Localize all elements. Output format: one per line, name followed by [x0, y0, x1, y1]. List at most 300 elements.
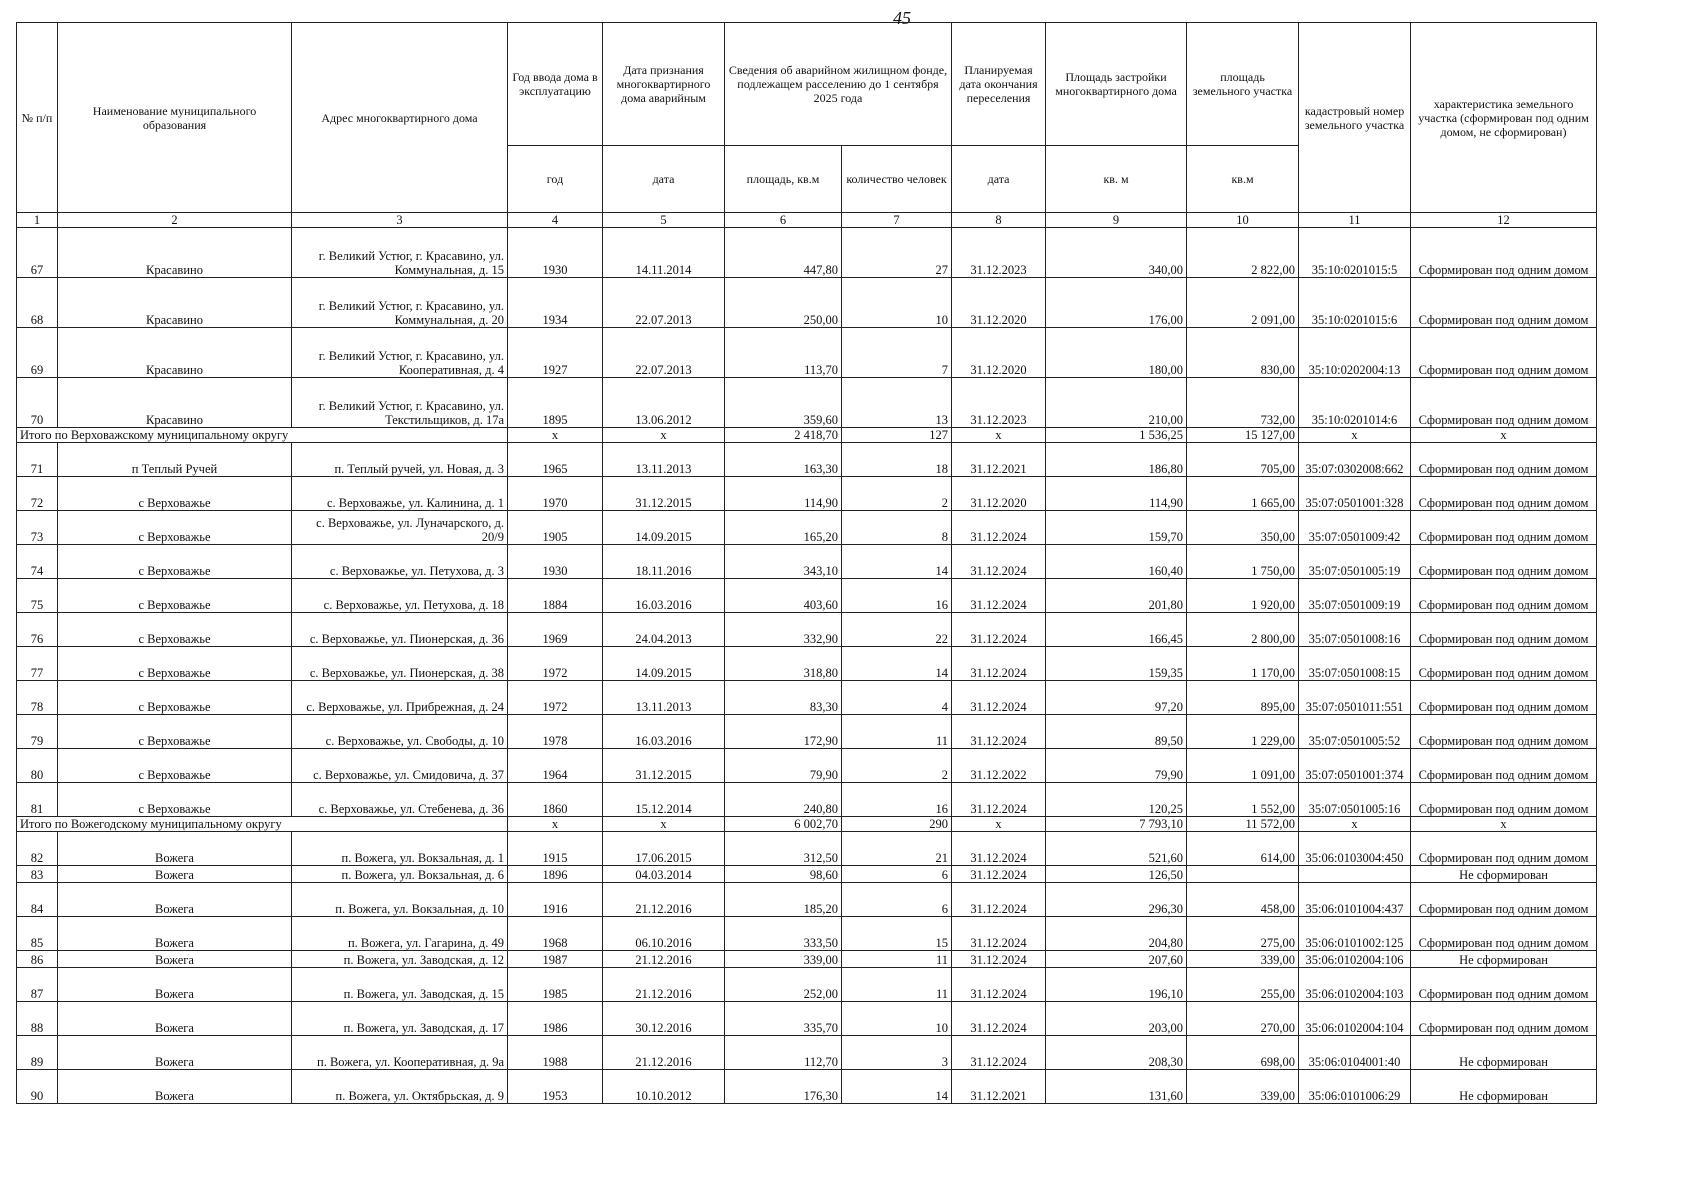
- cell-land-characteristic: Сформирован под одним домом: [1411, 681, 1597, 715]
- cell-people: 21: [842, 832, 952, 866]
- cell-land-characteristic: Сформирован под одним домом: [1411, 613, 1597, 647]
- subtotal-row: [17, 817, 1597, 832]
- cell-area: 240,80: [725, 783, 842, 817]
- cell-emergency-date: 16.03.2016: [603, 579, 725, 613]
- cell-planned-date: 31.12.2024: [952, 511, 1046, 545]
- cell-cadastral: 35:07:0501005:19: [1299, 545, 1411, 579]
- cell-year: 1927: [508, 328, 603, 378]
- column-number: 8: [952, 213, 1046, 228]
- table-row: [17, 783, 1597, 817]
- cell-land-characteristic: Сформирован под одним домом: [1411, 832, 1597, 866]
- cell-people: 6: [842, 866, 952, 883]
- cell-year: 1860: [508, 783, 603, 817]
- cell-municipality: Вожега: [58, 951, 292, 968]
- subheader-area: площадь, кв.м: [725, 146, 842, 213]
- header-planned-date: Планируемая дата окончания переселения: [952, 23, 1046, 146]
- subheader-people: количество человек: [842, 146, 952, 213]
- cell-number: 71: [17, 443, 58, 477]
- cell-year: 1972: [508, 681, 603, 715]
- cell-number: 80: [17, 749, 58, 783]
- cell-address: г. Великий Устюг, г. Красавино, ул. Кооперативная, д. 4: [292, 328, 508, 378]
- cell-municipality: с Верховажье: [58, 681, 292, 715]
- cell-address: г. Великий Устюг, г. Красавино, ул. Коммунальная, д. 20: [292, 278, 508, 328]
- cell-land-area: 1 091,00: [1187, 749, 1299, 783]
- cell-building-area: 204,80: [1046, 917, 1187, 951]
- cell-year: 1972: [508, 647, 603, 681]
- cell-number: 77: [17, 647, 58, 681]
- cell-land-area: 895,00: [1187, 681, 1299, 715]
- cell-people: 7: [842, 328, 952, 378]
- cell-address: п. Вожега, ул. Вокзальная, д. 1: [292, 832, 508, 866]
- cell-address: п. Вожега, ул. Заводская, д. 12: [292, 951, 508, 968]
- cell-municipality: с Верховажье: [58, 477, 292, 511]
- cell-cadastral: 35:07:0501005:52: [1299, 715, 1411, 749]
- cell-land-area: 2 822,00: [1187, 228, 1299, 278]
- cell-year: 1884: [508, 579, 603, 613]
- cell-emergency-date: 13.06.2012: [603, 378, 725, 428]
- cell-area: 332,90: [725, 613, 842, 647]
- cell-cadastral: 35:07:0501001:374: [1299, 749, 1411, 783]
- cell-cadastral: 35:06:0104001:40: [1299, 1036, 1411, 1070]
- cell-planned-date: 31.12.2024: [952, 579, 1046, 613]
- cell-building-area: 196,10: [1046, 968, 1187, 1002]
- header-land-area: площадь земельного участка: [1187, 23, 1299, 146]
- subtotal-people: 127: [842, 428, 952, 443]
- cell-cadastral: 35:07:0501008:16: [1299, 613, 1411, 647]
- subheader-planned: дата: [952, 146, 1046, 213]
- cell-emergency-date: 21.12.2016: [603, 951, 725, 968]
- header-address: Адрес многоквартирного дома: [292, 23, 508, 213]
- cell-people: 11: [842, 968, 952, 1002]
- cell-cadastral: 35:06:0102004:106: [1299, 951, 1411, 968]
- cell-people: 13: [842, 378, 952, 428]
- cell-planned-date: 31.12.2024: [952, 1002, 1046, 1036]
- header-emergency-date: Дата признания многоквартирного дома аварийным: [603, 23, 725, 146]
- cell-land-area: 1 170,00: [1187, 647, 1299, 681]
- cell-cadastral: 35:07:0501001:328: [1299, 477, 1411, 511]
- cell-municipality: с Верховажье: [58, 715, 292, 749]
- cell-building-area: 160,40: [1046, 545, 1187, 579]
- cell-number: 74: [17, 545, 58, 579]
- cell-planned-date: 31.12.2022: [952, 749, 1046, 783]
- table-row: [17, 968, 1597, 1002]
- cell-people: 4: [842, 681, 952, 715]
- header-emergency-fund: Сведения об аварийном жилищном фонде, подлежащем расселению до 1 сентября 2025 года: [725, 23, 952, 146]
- table-row: [17, 378, 1597, 428]
- subheader-building-sqm: кв. м: [1046, 146, 1187, 213]
- column-number: 6: [725, 213, 842, 228]
- cell-address: п. Вожега, ул. Вокзальная, д. 6: [292, 866, 508, 883]
- cell-planned-date: 31.12.2024: [952, 647, 1046, 681]
- cell-area: 250,00: [725, 278, 842, 328]
- cell-number: 84: [17, 883, 58, 917]
- subtotal-cadastral: x: [1299, 428, 1411, 443]
- subtotal-row: [17, 428, 1597, 443]
- cell-municipality: Красавино: [58, 228, 292, 278]
- cell-people: 10: [842, 278, 952, 328]
- cell-emergency-date: 15.12.2014: [603, 783, 725, 817]
- cell-cadastral: 35:06:0103004:450: [1299, 832, 1411, 866]
- cell-emergency-date: 10.10.2012: [603, 1070, 725, 1104]
- header-land-characteristic: характеристика земельного участка (сформирован под одним домом, не сформирован): [1411, 23, 1597, 213]
- cell-address: п. Вожега, ул. Гагарина, д. 49: [292, 917, 508, 951]
- cell-land-characteristic: Сформирован под одним домом: [1411, 511, 1597, 545]
- cell-building-area: 89,50: [1046, 715, 1187, 749]
- cell-people: 3: [842, 1036, 952, 1070]
- subtotal-building-area: 7 793,10: [1046, 817, 1187, 832]
- cell-building-area: 176,00: [1046, 278, 1187, 328]
- cell-planned-date: 31.12.2020: [952, 477, 1046, 511]
- cell-area: 172,90: [725, 715, 842, 749]
- subtotal-label: Итого по Вожегодскому муниципальному округу: [17, 817, 508, 832]
- cell-cadastral: 35:06:0101004:437: [1299, 883, 1411, 917]
- header-municipality: Наименование муниципального образования: [58, 23, 292, 213]
- cell-municipality: Вожега: [58, 917, 292, 951]
- cell-municipality: с Верховажье: [58, 749, 292, 783]
- cell-year: 1985: [508, 968, 603, 1002]
- cell-address: с. Верховажье, ул. Смидовича, д. 37: [292, 749, 508, 783]
- cell-area: 83,30: [725, 681, 842, 715]
- cell-number: 78: [17, 681, 58, 715]
- cell-number: 68: [17, 278, 58, 328]
- table-row: [17, 1002, 1597, 1036]
- column-number: 4: [508, 213, 603, 228]
- column-number: 11: [1299, 213, 1411, 228]
- cell-emergency-date: 04.03.2014: [603, 866, 725, 883]
- cell-number: 73: [17, 511, 58, 545]
- table-header: [17, 23, 1597, 228]
- cell-building-area: 201,80: [1046, 579, 1187, 613]
- cell-year: 1969: [508, 613, 603, 647]
- cell-planned-date: 31.12.2023: [952, 228, 1046, 278]
- cell-municipality: п Теплый Ручей: [58, 443, 292, 477]
- cell-land-area: 1 920,00: [1187, 579, 1299, 613]
- cell-address: г. Великий Устюг, г. Красавино, ул. Текстильщиков, д. 17а: [292, 378, 508, 428]
- table-row: [17, 579, 1597, 613]
- cell-land-characteristic: Сформирован под одним домом: [1411, 545, 1597, 579]
- cell-land-area: 1 665,00: [1187, 477, 1299, 511]
- cell-address: с. Верховажье, ул. Петухова, д. 18: [292, 579, 508, 613]
- table-row: [17, 545, 1597, 579]
- cell-cadastral: 35:07:0501005:16: [1299, 783, 1411, 817]
- column-number: 3: [292, 213, 508, 228]
- cell-year: 1965: [508, 443, 603, 477]
- cell-address: с. Верховажье, ул. Луначарского, д. 20/9: [292, 511, 508, 545]
- column-number-row: [17, 213, 1597, 228]
- cell-number: 82: [17, 832, 58, 866]
- cell-cadastral: 35:06:0101002:125: [1299, 917, 1411, 951]
- subtotal-year: x: [508, 817, 603, 832]
- cell-emergency-date: 18.11.2016: [603, 545, 725, 579]
- cell-land-characteristic: Сформирован под одним домом: [1411, 328, 1597, 378]
- cell-cadastral: 35:10:0202004:13: [1299, 328, 1411, 378]
- cell-land-area: 698,00: [1187, 1036, 1299, 1070]
- cell-land-characteristic: Сформирован под одним домом: [1411, 378, 1597, 428]
- cell-year: 1964: [508, 749, 603, 783]
- cell-emergency-date: 31.12.2015: [603, 477, 725, 511]
- cell-land-area: 830,00: [1187, 328, 1299, 378]
- subheader-date: дата: [603, 146, 725, 213]
- subtotal-label: Итого по Верховажскому муниципальному округу: [17, 428, 508, 443]
- cell-people: 16: [842, 579, 952, 613]
- cell-area: 114,90: [725, 477, 842, 511]
- cell-people: 18: [842, 443, 952, 477]
- cell-cadastral: 35:07:0501009:19: [1299, 579, 1411, 613]
- table-row: [17, 613, 1597, 647]
- cell-emergency-date: 14.09.2015: [603, 647, 725, 681]
- cell-building-area: 120,25: [1046, 783, 1187, 817]
- subheader-land-sqm: кв.м: [1187, 146, 1299, 213]
- table-row: [17, 477, 1597, 511]
- cell-land-area: 350,00: [1187, 511, 1299, 545]
- cell-number: 67: [17, 228, 58, 278]
- cell-building-area: 521,60: [1046, 832, 1187, 866]
- cell-land-characteristic: Сформирован под одним домом: [1411, 228, 1597, 278]
- cell-municipality: Вожега: [58, 968, 292, 1002]
- cell-year: 1968: [508, 917, 603, 951]
- cell-planned-date: 31.12.2020: [952, 328, 1046, 378]
- column-number: 9: [1046, 213, 1187, 228]
- cell-planned-date: 31.12.2024: [952, 866, 1046, 883]
- cell-area: 163,30: [725, 443, 842, 477]
- cell-area: 165,20: [725, 511, 842, 545]
- cell-people: 6: [842, 883, 952, 917]
- cell-address: п. Вожега, ул. Кооперативная, д. 9а: [292, 1036, 508, 1070]
- cell-land-characteristic: Сформирован под одним домом: [1411, 477, 1597, 511]
- emergency-housing-table: [16, 22, 1597, 1104]
- cell-municipality: с Верховажье: [58, 783, 292, 817]
- subtotal-land-area: 11 572,00: [1187, 817, 1299, 832]
- column-number: 5: [603, 213, 725, 228]
- cell-emergency-date: 24.04.2013: [603, 613, 725, 647]
- cell-area: 318,80: [725, 647, 842, 681]
- cell-land-area: 614,00: [1187, 832, 1299, 866]
- table-row: [17, 328, 1597, 378]
- column-number: 10: [1187, 213, 1299, 228]
- cell-emergency-date: 13.11.2013: [603, 443, 725, 477]
- cell-cadastral: 35:07:0302008:662: [1299, 443, 1411, 477]
- cell-people: 27: [842, 228, 952, 278]
- header-commission-year: Год ввода дома в эксплуатацию: [508, 23, 603, 146]
- cell-address: п. Теплый ручей, ул. Новая, д. 3: [292, 443, 508, 477]
- subtotal-people: 290: [842, 817, 952, 832]
- cell-number: 79: [17, 715, 58, 749]
- cell-land-area: 1 750,00: [1187, 545, 1299, 579]
- subtotal-year: x: [508, 428, 603, 443]
- cell-people: 14: [842, 545, 952, 579]
- cell-emergency-date: 14.09.2015: [603, 511, 725, 545]
- cell-cadastral: 35:10:0201015:5: [1299, 228, 1411, 278]
- cell-people: 14: [842, 1070, 952, 1104]
- cell-land-area: 275,00: [1187, 917, 1299, 951]
- cell-year: 1915: [508, 832, 603, 866]
- cell-address: с. Верховажье, ул. Пионерская, д. 36: [292, 613, 508, 647]
- cell-land-characteristic: Сформирован под одним домом: [1411, 443, 1597, 477]
- subtotal-planned: x: [952, 817, 1046, 832]
- cell-land-area: 1 552,00: [1187, 783, 1299, 817]
- cell-area: 333,50: [725, 917, 842, 951]
- table-body: [17, 228, 1597, 1104]
- column-number: 1: [17, 213, 58, 228]
- table-row: [17, 917, 1597, 951]
- cell-cadastral: 35:07:0501011:551: [1299, 681, 1411, 715]
- cell-area: 79,90: [725, 749, 842, 783]
- column-number: 7: [842, 213, 952, 228]
- cell-cadastral: 35:07:0501009:42: [1299, 511, 1411, 545]
- cell-planned-date: 31.12.2024: [952, 545, 1046, 579]
- cell-cadastral: [1299, 866, 1411, 883]
- table-row: [17, 647, 1597, 681]
- subtotal-characteristic: x: [1411, 428, 1597, 443]
- cell-land-characteristic: Сформирован под одним домом: [1411, 278, 1597, 328]
- cell-land-area: 705,00: [1187, 443, 1299, 477]
- cell-address: с. Верховажье, ул. Калинина, д. 1: [292, 477, 508, 511]
- cell-planned-date: 31.12.2024: [952, 715, 1046, 749]
- cell-land-characteristic: Сформирован под одним домом: [1411, 749, 1597, 783]
- cell-people: 14: [842, 647, 952, 681]
- cell-land-characteristic: Сформирован под одним домом: [1411, 883, 1597, 917]
- cell-emergency-date: 21.12.2016: [603, 968, 725, 1002]
- table-row: [17, 228, 1597, 278]
- table-row: [17, 278, 1597, 328]
- cell-land-characteristic: Сформирован под одним домом: [1411, 1002, 1597, 1036]
- cell-year: 1987: [508, 951, 603, 968]
- cell-building-area: 210,00: [1046, 378, 1187, 428]
- subtotal-date: x: [603, 428, 725, 443]
- subtotal-area: 6 002,70: [725, 817, 842, 832]
- header-building-area: Площадь застройки многоквартирного дома: [1046, 23, 1187, 146]
- cell-address: п. Вожега, ул. Октябрьская, д. 9: [292, 1070, 508, 1104]
- cell-land-area: 1 229,00: [1187, 715, 1299, 749]
- cell-planned-date: 31.12.2024: [952, 832, 1046, 866]
- cell-building-area: 186,80: [1046, 443, 1187, 477]
- cell-building-area: 208,30: [1046, 1036, 1187, 1070]
- cell-emergency-date: 06.10.2016: [603, 917, 725, 951]
- cell-number: 85: [17, 917, 58, 951]
- cell-land-characteristic: Не сформирован: [1411, 951, 1597, 968]
- subtotal-planned: x: [952, 428, 1046, 443]
- cell-building-area: 207,60: [1046, 951, 1187, 968]
- page-number: 45: [893, 8, 911, 28]
- cell-municipality: с Верховажье: [58, 545, 292, 579]
- cell-number: 83: [17, 866, 58, 883]
- cell-year: 1930: [508, 545, 603, 579]
- cell-emergency-date: 16.03.2016: [603, 715, 725, 749]
- table-row: [17, 715, 1597, 749]
- cell-year: 1905: [508, 511, 603, 545]
- cell-municipality: с Верховажье: [58, 579, 292, 613]
- cell-people: 8: [842, 511, 952, 545]
- cell-cadastral: 35:10:0201014:6: [1299, 378, 1411, 428]
- cell-planned-date: 31.12.2024: [952, 968, 1046, 1002]
- cell-area: 403,60: [725, 579, 842, 613]
- cell-building-area: 131,60: [1046, 1070, 1187, 1104]
- cell-land-characteristic: Не сформирован: [1411, 1036, 1597, 1070]
- cell-land-characteristic: Не сформирован: [1411, 866, 1597, 883]
- cell-emergency-date: 31.12.2015: [603, 749, 725, 783]
- table-row: [17, 1070, 1597, 1104]
- cell-number: 76: [17, 613, 58, 647]
- cell-number: 69: [17, 328, 58, 378]
- cell-municipality: Красавино: [58, 378, 292, 428]
- cell-municipality: с Верховажье: [58, 511, 292, 545]
- cell-planned-date: 31.12.2024: [952, 1036, 1046, 1070]
- cell-area: 335,70: [725, 1002, 842, 1036]
- subtotal-date: x: [603, 817, 725, 832]
- cell-emergency-date: 13.11.2013: [603, 681, 725, 715]
- cell-address: с. Верховажье, ул. Свободы, д. 10: [292, 715, 508, 749]
- cell-municipality: с Верховажье: [58, 647, 292, 681]
- cell-municipality: Вожега: [58, 1002, 292, 1036]
- cell-land-area: 255,00: [1187, 968, 1299, 1002]
- cell-municipality: Красавино: [58, 328, 292, 378]
- cell-municipality: Вожега: [58, 866, 292, 883]
- cell-building-area: 114,90: [1046, 477, 1187, 511]
- table-row: [17, 883, 1597, 917]
- table-row: [17, 866, 1597, 883]
- cell-cadastral: 35:06:0102004:104: [1299, 1002, 1411, 1036]
- table-row: [17, 832, 1597, 866]
- table-row: [17, 951, 1597, 968]
- cell-planned-date: 31.12.2021: [952, 443, 1046, 477]
- column-number: 2: [58, 213, 292, 228]
- table-row: [17, 681, 1597, 715]
- cell-people: 11: [842, 951, 952, 968]
- cell-year: 1970: [508, 477, 603, 511]
- cell-planned-date: 31.12.2024: [952, 681, 1046, 715]
- cell-people: 11: [842, 715, 952, 749]
- cell-area: 113,70: [725, 328, 842, 378]
- cell-cadastral: 35:07:0501008:15: [1299, 647, 1411, 681]
- cell-address: с. Верховажье, ул. Стебенева, д. 36: [292, 783, 508, 817]
- cell-people: 2: [842, 749, 952, 783]
- cell-land-area: 270,00: [1187, 1002, 1299, 1036]
- cell-year: 1988: [508, 1036, 603, 1070]
- cell-planned-date: 31.12.2024: [952, 951, 1046, 968]
- cell-land-characteristic: Сформирован под одним домом: [1411, 715, 1597, 749]
- cell-number: 86: [17, 951, 58, 968]
- cell-year: 1986: [508, 1002, 603, 1036]
- cell-emergency-date: 21.12.2016: [603, 883, 725, 917]
- subtotal-area: 2 418,70: [725, 428, 842, 443]
- cell-building-area: 159,70: [1046, 511, 1187, 545]
- cell-area: 312,50: [725, 832, 842, 866]
- cell-building-area: 340,00: [1046, 228, 1187, 278]
- cell-municipality: с Верховажье: [58, 613, 292, 647]
- cell-emergency-date: 14.11.2014: [603, 228, 725, 278]
- cell-land-characteristic: Сформирован под одним домом: [1411, 917, 1597, 951]
- table-row: [17, 1036, 1597, 1070]
- cell-building-area: 180,00: [1046, 328, 1187, 378]
- cell-building-area: 166,45: [1046, 613, 1187, 647]
- cell-address: п. Вожега, ул. Заводская, д. 15: [292, 968, 508, 1002]
- table-row: [17, 511, 1597, 545]
- cell-land-area: 339,00: [1187, 1070, 1299, 1104]
- cell-building-area: 97,20: [1046, 681, 1187, 715]
- cell-address: с. Верховажье, ул. Прибрежная, д. 24: [292, 681, 508, 715]
- cell-year: 1934: [508, 278, 603, 328]
- cell-planned-date: 31.12.2024: [952, 917, 1046, 951]
- cell-planned-date: 31.12.2024: [952, 883, 1046, 917]
- cell-land-area: 732,00: [1187, 378, 1299, 428]
- cell-number: 72: [17, 477, 58, 511]
- cell-planned-date: 31.12.2023: [952, 378, 1046, 428]
- table-row: [17, 749, 1597, 783]
- cell-people: 15: [842, 917, 952, 951]
- table-row: [17, 443, 1597, 477]
- cell-address: п. Вожега, ул. Заводская, д. 17: [292, 1002, 508, 1036]
- cell-year: 1896: [508, 866, 603, 883]
